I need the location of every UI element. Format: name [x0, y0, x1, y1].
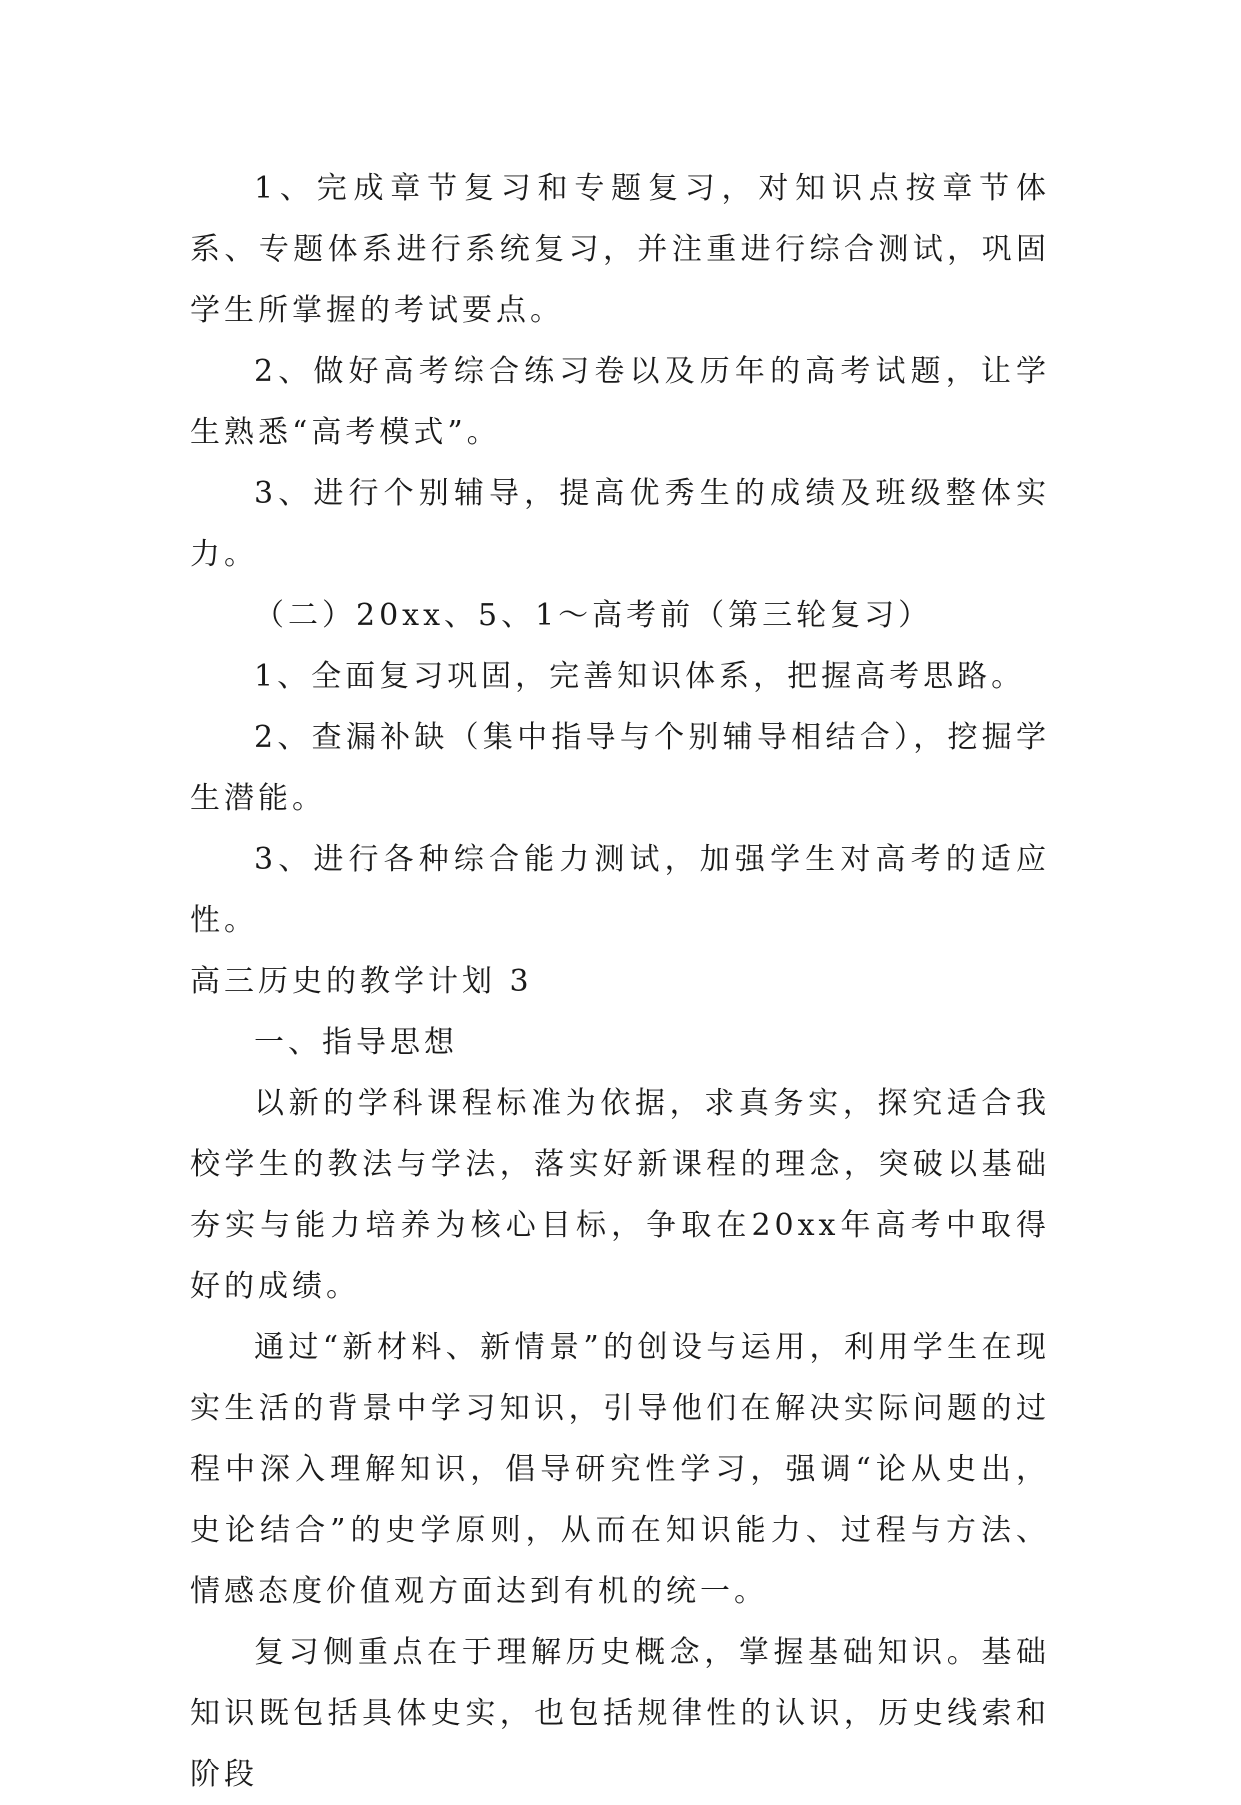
- section-heading-guiding-ideology: 一、指导思想: [254, 1025, 458, 1060]
- paragraph-comprehensive-review: 1、全面复习巩固，完善知识体系，把握高考思路。: [254, 659, 1026, 694]
- paragraph-fill-gaps: 2、查漏补缺（集中指导与个别辅导相结合），挖掘学生潜能。: [190, 720, 1050, 816]
- paragraph-new-materials: 通过“新材料、新情景”的创设与运用，利用学生在现实生活的背景中学习知识，引导他们在解决实际问题的过程中深入理解知识，倡导研究性学习，强调“论从史出，史论结合”的史学原则，从而在知识能力、过程与方法、情感态度价值观方面达到有机的统一。: [190, 1330, 1050, 1609]
- document-page: [190, 158, 1050, 1805]
- document-title: 高三历史的教学计划 3: [190, 964, 533, 999]
- paragraph-ability-tests: 3、进行各种综合能力测试，加强学生对高考的适应性。: [190, 842, 1050, 938]
- paragraph-curriculum-standards: 以新的学科课程标准为依据，求真务实，探究适合我校学生的教法与学法，落实好新课程的理念，突破以基础夯实与能力培养为核心目标，争取在20xx年高考中取得好的成绩。: [190, 1086, 1050, 1304]
- paragraph-review-chapters: 1、完成章节复习和专题复习，对知识点按章节体系、专题体系进行系统复习，并注重进行综合测试，巩固学生所掌握的考试要点。: [190, 171, 1050, 328]
- paragraph-exam-practice: 2、做好高考综合练习卷以及历年的高考试题，让学生熟悉“高考模式”。: [190, 354, 1050, 450]
- paragraph-individual-tutoring: 3、进行个别辅导，提高优秀生的成绩及班级整体实力。: [190, 476, 1050, 572]
- paragraph-review-focus: 复习侧重点在于理解历史概念，掌握基础知识。基础知识既包括具体史实，也包括规律性的认识，历史线索和阶段: [190, 1635, 1050, 1792]
- section-heading-third-round: （二）20xx、5、1～高考前（第三轮复习）: [254, 598, 933, 633]
